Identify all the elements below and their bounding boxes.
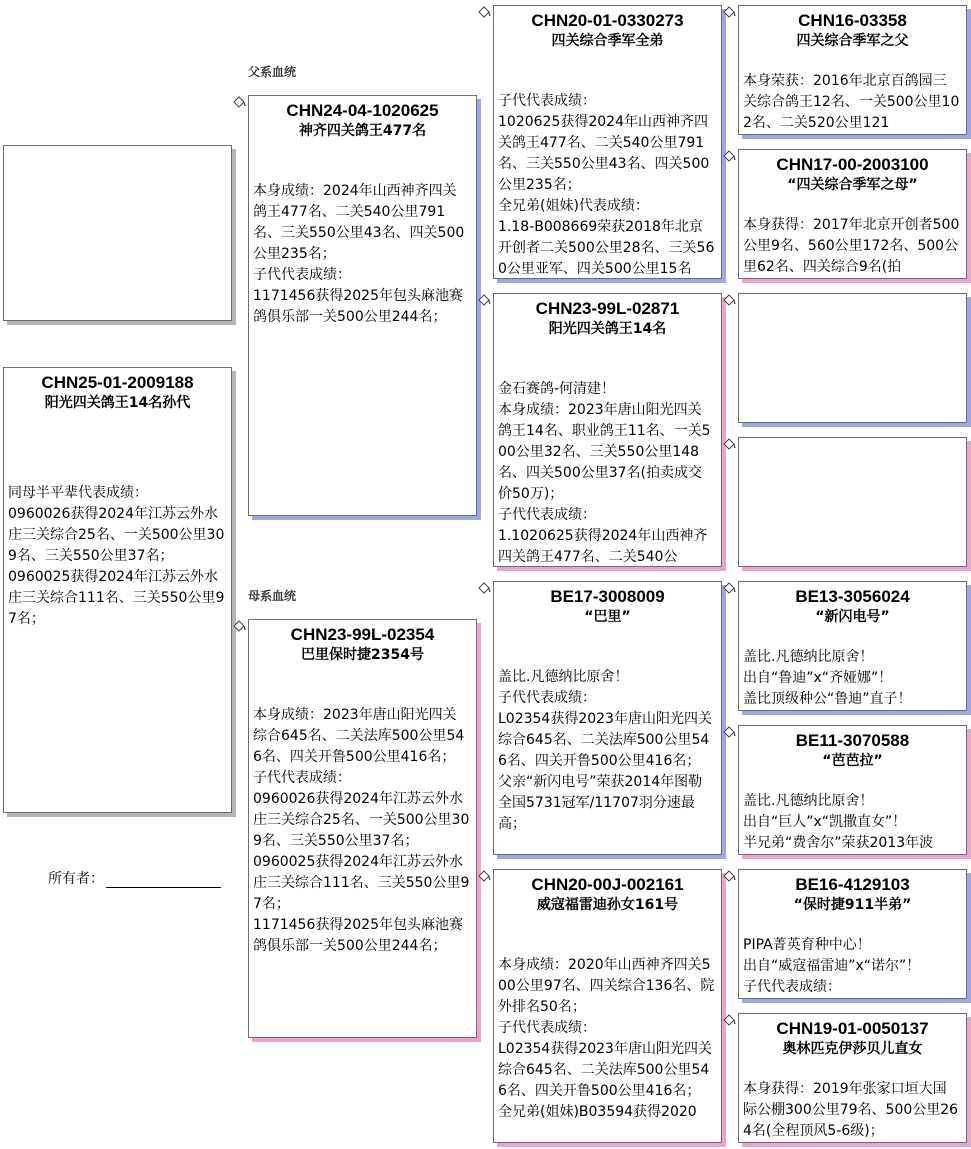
sire-sire-name: 四关综合季军全弟 (551, 33, 664, 49)
sire-notes: 本身成绩：2024年山西神齐四关鸽王477名、二关540公里791名、三关550公里43名、四关500公里235名； 子代代表成绩： 1171456获得2025年包头麻池赛鸽俱乐部一关500公里244名； (253, 183, 465, 325)
sire-sire-notes: 子代代表成绩： 1020625获得2024年山西神齐四关鸽王477名、二关540公里791名、三关550公里43名、四关500公里235名； 全兄弟(姐妹)代表成绩： 1.18-B008669荣获2018年北京开创者二关500公里28名、三关560公里亚军、四关500公里15名 (498, 93, 715, 277)
dss-notes: 盖比.凡德纳比原舍！ 出自“鲁迪”x“齐娅娜”！ 盖比顶级种公“鲁迪”直子！ (743, 649, 912, 707)
sire-sire-ring: CHN20-01-0330273 (531, 11, 684, 30)
dds-name: “保时捷911半弟” (793, 897, 912, 913)
edit-icon[interactable] (722, 726, 736, 740)
sire-dam-notes: 金石赛鸽-何清建！ 本身成绩：2023年唐山阳光四关鸽王14名、职业鸽王11名、一关500公里32名、三关550公里148名、四关500公里37名(拍卖成交价50万)； 子代代表成绩： 1.1020625获得2024年山西神齐四关鸽王477名、二关540公 (498, 381, 711, 565)
dam-notes: 本身成绩：2023年唐山阳光四关综合645名、二关法库500公里546名、四关开鲁500公里416名； 子代代表成绩： 0960026获得2024年江苏云外水庄三关综合25名、一关500公里309名、三关550公里37名； 0960025获得2024年江苏云外水庄三关综合111名、三关550公里97名； 1171456获得2025年包头麻池赛鸽俱乐部一关500公里244名； (253, 707, 470, 954)
ssd-card[interactable] (738, 149, 967, 279)
edit-icon[interactable] (232, 96, 246, 110)
edit-icon[interactable] (477, 6, 491, 20)
edit-icon[interactable] (722, 1014, 736, 1028)
dam-sire-notes: 盖比.凡德纳比原舍！ 子代代表成绩： L02354获得2023年唐山阳光四关综合645名、二关法库500公里546名、四关开鲁500公里416名； 父亲“新闪电号”荣获2014年图勒全国5731冠军/11707羽分速最高； (498, 669, 712, 832)
sire-dam-ring: CHN23-99L-02871 (535, 299, 680, 318)
ssd-name: “四关综合季军之母” (787, 177, 918, 193)
ddd-ring: CHN19-01-0050137 (776, 1019, 929, 1038)
dam-ring: CHN23-99L-02354 (290, 625, 435, 644)
ddd-notes: 本身获得：2019年张家口垣大国际公棚300公里79名、500公里264名(全程顶风5-6级)； (743, 1081, 959, 1139)
dam-sire-name: “巴里” (584, 609, 631, 625)
edit-icon[interactable] (722, 870, 736, 884)
dam-dam-ring: CHN20-00J-002161 (531, 875, 684, 894)
sds-card[interactable] (738, 293, 967, 423)
subject-card[interactable] (3, 367, 232, 813)
owner-label: 所有者： (48, 871, 104, 887)
sss-ring: CHN16-03358 (798, 11, 907, 30)
dam-sire-card[interactable] (493, 581, 722, 855)
dam-dam-name: 威寇福雷迪孙女161号 (536, 897, 679, 913)
dds-ring: BE16-4129103 (795, 875, 910, 894)
edit-icon[interactable] (722, 6, 736, 20)
dsd-card[interactable] (738, 725, 967, 855)
sire-name: 神齐四关鸽王477名 (298, 123, 427, 139)
dsd-ring: BE11-3070588 (795, 731, 910, 750)
ssd-ring: CHN17-00-2003100 (776, 155, 929, 174)
dss-ring: BE13-3056024 (795, 587, 910, 606)
sire-dam-name: 阳光四关鸽王14名 (548, 321, 667, 337)
sss-notes: 本身荣获：2016年北京百鸽园三关综合鸽王12名、一关500公里102名、二关520公里121 (743, 73, 960, 131)
dsd-notes: 盖比.凡德纳比原舍！ 出自“巨人”x“凯撒直女”！ 半兄弟“费舍尔”荣获2013年波 (743, 793, 934, 851)
sdd-card[interactable] (738, 437, 967, 567)
sire-dam-card[interactable] (493, 293, 722, 567)
paternal-line-label: 父系血统 (248, 65, 297, 79)
edit-icon[interactable] (722, 150, 736, 164)
ddd-name: 奥林匹克伊莎贝儿直女 (782, 1041, 923, 1057)
dsd-name: “芭芭拉” (822, 753, 883, 769)
ssd-notes: 本身获得：2017年北京开创者500公里9名、560公里172名、500公里62名、四关综合9名(拍 (743, 217, 960, 275)
sire-ring: CHN24-04-1020625 (286, 101, 439, 120)
sss-card[interactable] (738, 5, 967, 135)
dss-card[interactable] (738, 581, 967, 711)
edit-icon[interactable] (232, 620, 246, 634)
photo-box (3, 145, 232, 321)
dss-name: “新闪电号” (815, 609, 890, 625)
sire-sire-card[interactable] (493, 5, 722, 279)
sire-card[interactable] (248, 95, 477, 516)
dam-dam-card[interactable] (493, 869, 722, 1143)
ddd-card[interactable] (738, 1013, 967, 1143)
maternal-line-label: 母系血统 (248, 589, 297, 603)
edit-icon[interactable] (722, 582, 736, 596)
edit-icon[interactable] (477, 582, 491, 596)
edit-icon[interactable] (722, 294, 736, 308)
subject-notes: 同母半平辈代表成绩： 0960026获得2024年江苏云外水庄三关综合25名、一关500公里309名、三关550公里37名； 0960025获得2024年江苏云外水庄三关综合111名、三关550公里97名； (8, 485, 225, 627)
dam-name: 巴里保时捷2354号 (301, 647, 424, 663)
dam-card[interactable] (248, 619, 477, 1038)
dam-dam-notes: 本身成绩：2020年山西神齐四关500公里97名、四关综合136名、院外排名50名； 子代代表成绩： L02354获得2023年唐山阳光四关综合645名、二关法库500公里546名、四关开鲁500公里416名； 全兄弟(姐妹)B03594获得2020 (498, 957, 715, 1120)
subject-name: 阳光四关鸽王14名孙代 (44, 395, 191, 411)
owner-line (106, 873, 221, 888)
owner-field[interactable] (48, 868, 221, 888)
edit-icon[interactable] (722, 438, 736, 452)
dds-card[interactable] (738, 869, 967, 999)
edit-icon[interactable] (477, 294, 491, 308)
sss-name: 四关综合季军之父 (796, 33, 909, 49)
dds-notes: PIPA菁英育种中心！ 出自“威寇福雷迪”x“诺尔”！ 子代代表成绩： (743, 937, 921, 995)
subject-ring: CHN25-01-2009188 (41, 373, 194, 392)
dam-sire-ring: BE17-3008009 (550, 587, 665, 606)
edit-icon[interactable] (477, 870, 491, 884)
